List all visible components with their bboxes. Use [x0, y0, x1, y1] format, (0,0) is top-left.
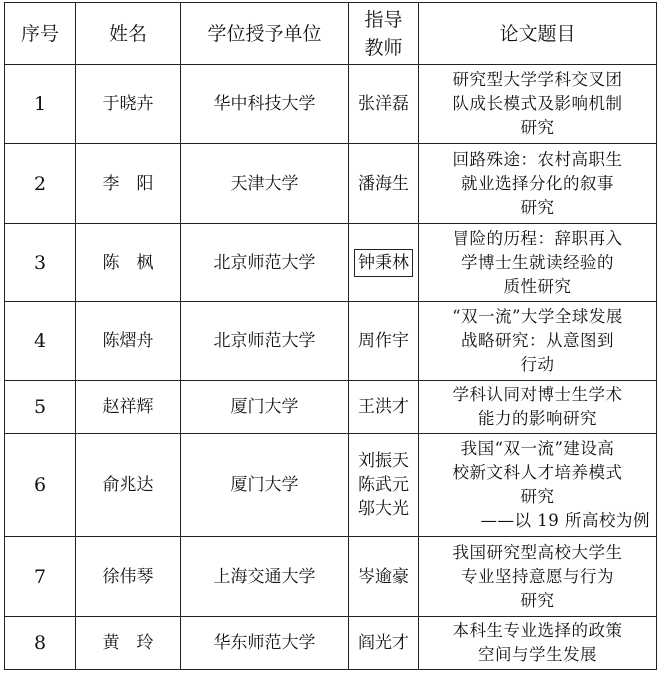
advisor-name: 岑逾豪 [358, 566, 409, 587]
cell-advisor [349, 224, 419, 302]
title-line: 本科生专业选择的政策 [452, 621, 623, 640]
cell-title [419, 434, 657, 537]
cell-advisor [349, 144, 419, 224]
title-line: 我国研究型高校大学生 [452, 542, 623, 562]
cell-title [419, 144, 657, 224]
cell-name: 陈 枫 [76, 224, 181, 302]
title-line: 我国“双一流”建设高 [460, 439, 615, 458]
title-line: 空间与学生发展 [478, 645, 597, 664]
title-line: ——以 19 所高校为例 [480, 511, 650, 530]
header-title: 论文题目 [419, 3, 657, 65]
title-line: 研究型大学学科交叉团 [452, 70, 623, 89]
title-line: 研究 [520, 487, 555, 506]
cell-number: 3 [5, 224, 76, 302]
header-advisor-line: 教师 [364, 36, 403, 59]
title-line: “双一流”大学全球发展 [452, 307, 623, 326]
title-line: 战略研究：从意图到 [461, 331, 614, 350]
cell-advisor [349, 617, 419, 670]
header-advisor-line: 指导 [364, 8, 403, 31]
title-line: 能力的影响研究 [478, 409, 597, 428]
title-line: 学博士生就读经验的 [461, 252, 614, 272]
title-line: 研究 [520, 197, 555, 217]
cell-advisor [349, 65, 419, 144]
title-line: 校新文科人才培养模式 [452, 463, 623, 482]
cell-advisor [349, 302, 419, 381]
advisor-name: 王洪才 [358, 397, 409, 417]
table-body [5, 65, 657, 670]
header-unit: 学位授予单位 [181, 3, 349, 65]
cell-unit: 上海交通大学 [181, 537, 349, 617]
cell-name: 俞兆达 [76, 434, 181, 537]
table-row [5, 144, 657, 224]
cell-unit: 华中科技大学 [181, 65, 349, 144]
cell-title [419, 224, 657, 302]
thesis-table [4, 2, 657, 670]
table-row [5, 434, 657, 537]
cell-number: 2 [5, 144, 76, 224]
advisor-name: 阎光才 [358, 633, 409, 653]
cell-number: 1 [5, 65, 76, 144]
cell-advisor [349, 381, 419, 434]
title-line: 队成长模式及影响机制 [452, 94, 623, 113]
title-line: 专业坚持意愿与行为 [461, 566, 614, 586]
cell-advisor [349, 537, 419, 617]
cell-unit: 厦门大学 [181, 381, 349, 434]
cell-title [419, 617, 657, 670]
cell-title [419, 381, 657, 434]
cell-name: 于晓卉 [76, 65, 181, 144]
table-row [5, 302, 657, 381]
advisor-name: 刘振天 [358, 451, 409, 471]
title-line: 研究 [520, 590, 555, 610]
advisor-name: 陈武元 [358, 475, 409, 495]
table-row [5, 65, 657, 144]
cell-title [419, 65, 657, 144]
cell-unit: 华东师范大学 [181, 617, 349, 670]
cell-number: 4 [5, 302, 76, 381]
title-line: 行动 [520, 355, 555, 374]
table-row [5, 224, 657, 302]
cell-number: 5 [5, 381, 76, 434]
table-row [5, 381, 657, 434]
cell-name: 黄 玲 [76, 617, 181, 670]
cell-advisor [349, 434, 419, 537]
header-number: 序号 [5, 3, 76, 65]
title-line: 学科认同对博士生学术 [452, 385, 623, 404]
cell-name: 徐伟琴 [76, 537, 181, 617]
cell-number: 8 [5, 617, 76, 670]
advisor-name: 钟秉林 [354, 249, 413, 277]
cell-name: 赵祥辉 [76, 381, 181, 434]
cell-unit: 天津大学 [181, 144, 349, 224]
header-row [5, 3, 657, 65]
table-row [5, 617, 657, 670]
cell-unit: 北京师范大学 [181, 224, 349, 302]
title-line: 研究 [520, 118, 555, 137]
cell-unit: 北京师范大学 [181, 302, 349, 381]
header-advisor [349, 3, 419, 65]
title-line: 就业选择分化的叙事 [461, 173, 614, 193]
cell-title [419, 537, 657, 617]
cell-unit: 厦门大学 [181, 434, 349, 537]
table-row [5, 537, 657, 617]
title-line: 冒险的历程：辞职再入 [452, 228, 623, 248]
title-line: 质性研究 [503, 276, 572, 296]
header-name: 姓名 [76, 3, 181, 65]
advisor-name: 张洋磊 [358, 94, 409, 114]
advisor-name: 周作宇 [358, 331, 409, 351]
title-line: 回路殊途：农村高职生 [452, 149, 623, 169]
cell-name: 李 阳 [76, 144, 181, 224]
cell-name: 陈熠舟 [76, 302, 181, 381]
cell-number: 7 [5, 537, 76, 617]
advisor-name: 邬大光 [358, 499, 409, 519]
cell-title [419, 302, 657, 381]
cell-number: 6 [5, 434, 76, 537]
advisor-name: 潘海生 [358, 173, 409, 194]
